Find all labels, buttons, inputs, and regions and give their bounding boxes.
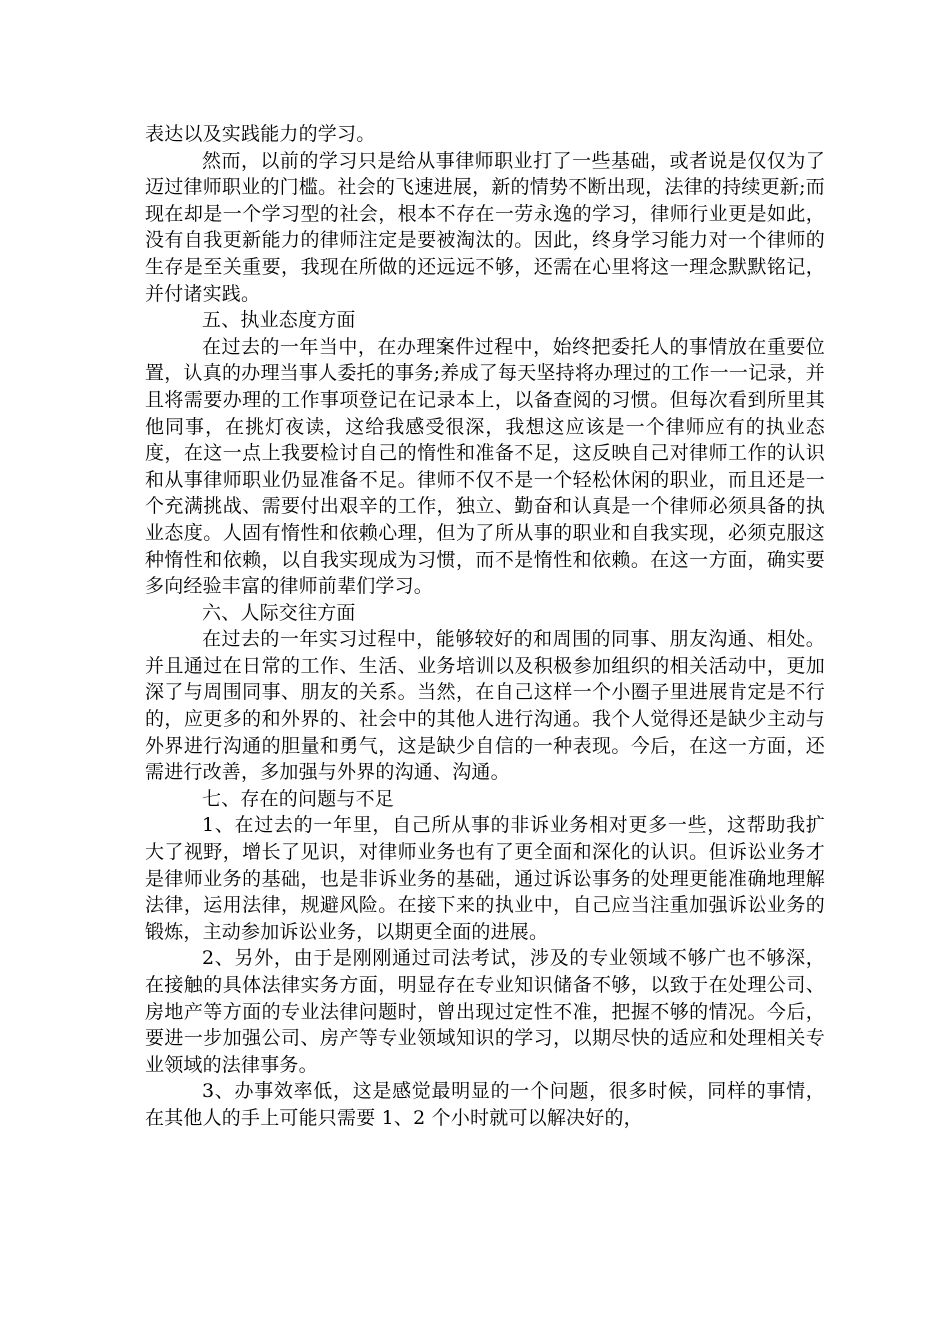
paragraph-problem-1: 1、在过去的一年里，自己所从事的非诉业务相对更多一些，这帮助我扩大了视野，增长了见识，对律师业务也有了更全面和深化的认识。但诉讼业务才是律师业务的基础，也是非诉业务的基础，通过诉讼事务的处理更能准确地理解法律，运用法律，规避风险。在接下来的执业中，自己应当注重加强诉讼业务的锻炼，主动参加诉讼业务，以期更全面的进展。 (145, 814, 825, 943)
section-heading-practice-attitude: 五、执业态度方面 (202, 309, 356, 332)
paragraph-practice-attitude: 在过去的一年当中，在办理案件过程中，始终把委托人的事情放在重要位置，认真的办理当事人委托的事务;养成了每天坚持将办理过的工作一一记录，并且将需要办理的工作事项登记在记录本上，以备查阅的习惯。但每次看到所里其他同事，在挑灯夜读，这给我感受很深，我想这应该是一个律师应有的执业态度，在这一点上我要检讨自己的惰性和准备不足，这反映自己对律师工作的认识和从事律师职业仍显准备不足。律师不仅不是一个轻松休闲的职业，而且还是一个充满挑战、需要付出艰辛的工作，独立、勤奋和认真是一个律师必须具备的执业态度。人固有惰性和依赖心理，但为了所从事的职业和自我实现，必须克服这种惰性和依赖，以自我实现成为习惯，而不是惰性和依赖。在这一方面，确实要多向经验丰富的律师前辈们学习。 (145, 335, 825, 598)
section-heading-problems: 七、存在的问题与不足 (202, 787, 395, 810)
document-body (145, 121, 825, 1132)
paragraph-problem-2: 2、另外，由于是刚刚通过司法考试，涉及的专业领域不够广也不够深，在接触的具体法律实务方面，明显存在专业知识储备不够，以致于在处理公司、房地产等方面的专业法律问题时，曾出现过定性不准，把握不够的情况。今后，要进一步加强公司、房产等专业领域知识的学习，以期尽快的适应和处理相关专业领域的法律事务。 (145, 947, 825, 1076)
paragraph-lifelong-learning: 然而，以前的学习只是给从事律师职业打了一些基础，或者说是仅仅为了迈过律师职业的门槛。社会的飞速进展，新的情势不断出现，法律的持续更新;而现在却是一个学习型的社会，根本不存在一劳永逸的学习，律师行业更是如此，没有自我更新能力的律师注定是要被淘汰的。因此，终身学习能力对一个律师的生存是至关重要，我现在所做的还远远不够，还需在心里将这一理念默默铭记，并付诸实践。 (145, 149, 825, 305)
paragraph-problem-3: 3、办事效率低，这是感觉最明显的一个问题，很多时候，同样的事情，在其他人的手上可能只需要 1、2 个小时就可以解决好的， (145, 1080, 825, 1129)
section-heading-interpersonal: 六、人际交往方面 (202, 601, 356, 624)
paragraph-continuation: 表达以及实践能力的学习。 (145, 123, 376, 145)
paragraph-interpersonal: 在过去的一年实习过程中，能够较好的和周围的同事、朋友沟通、相处。并且通过在日常的工作、生活、业务培训以及积极参加组织的相关活动中，更加深了与周围同事、朋友的关系。当然，在自己这样一个小圈子里进展肯定是不行的，应更多的和外界的、社会中的其他人进行沟通。我个人觉得还是缺少主动与外界进行沟通的胆量和勇气，这是缺少自信的一种表现。今后，在这一方面，还需进行改善，多加强与外界的沟通、沟通。 (145, 628, 825, 784)
